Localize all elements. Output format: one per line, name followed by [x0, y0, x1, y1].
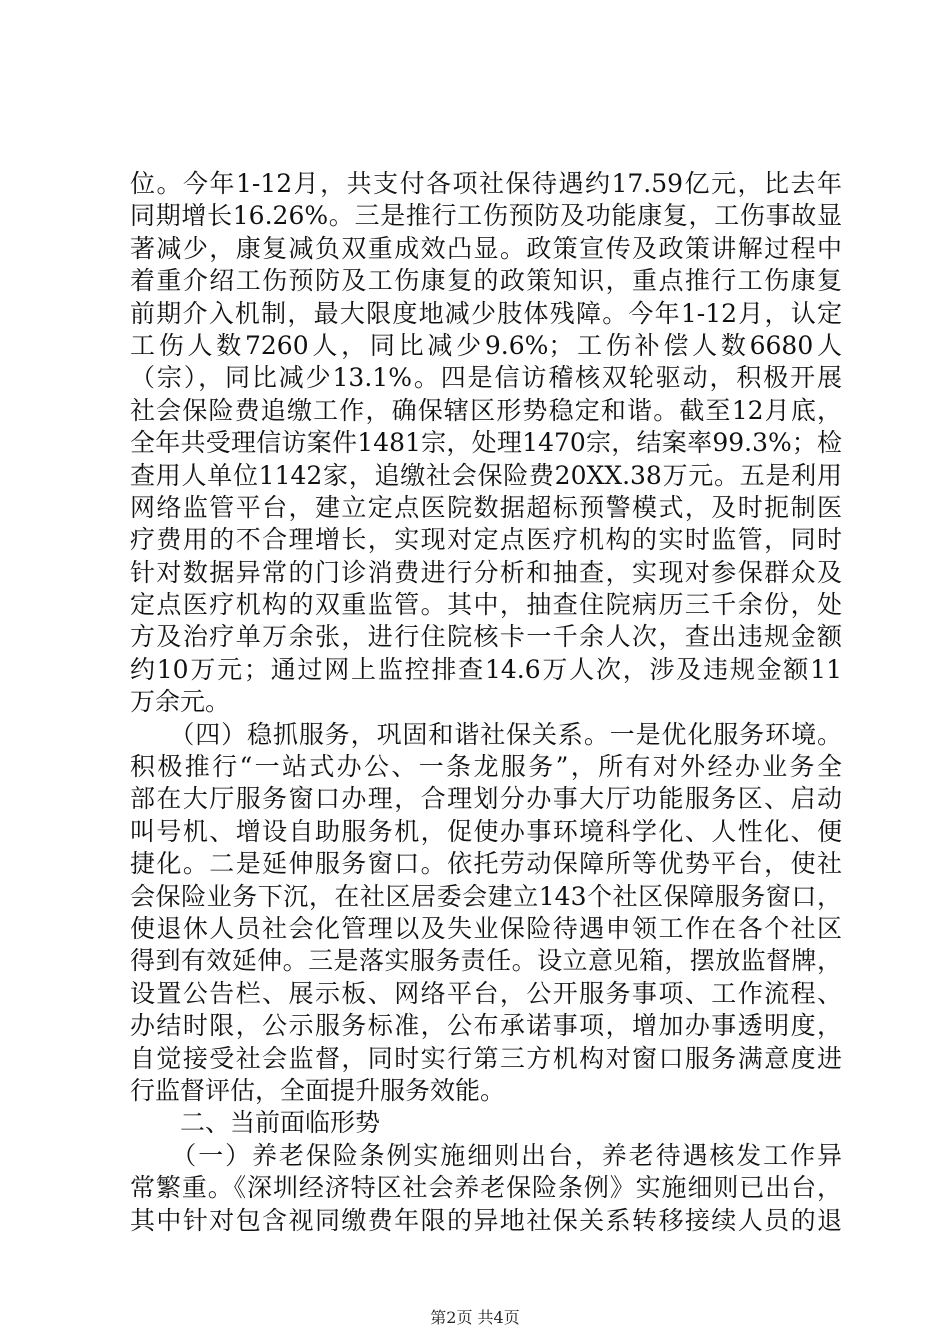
- text-line: 疗费用的不合理增长，实现对定点医疗机构的实时监管，同时: [130, 525, 842, 555]
- text-line: 办结时限，公示服务标准，公布承诺事项，增加办事透明度，: [130, 1011, 842, 1041]
- text-line: （四）稳抓服务，巩固和谐社保关系。一是优化服务环境。: [130, 719, 842, 749]
- text-line: 著减少，康复减负双重成效凸显。政策宣传及政策讲解过程中: [130, 233, 842, 263]
- text-line: 积极推行“一站式办公、一条龙服务”，所有对外经办业务全: [130, 752, 842, 782]
- page-footer: 第2页 共4页: [430, 1308, 520, 1327]
- text-line: 万余元。: [130, 687, 231, 717]
- text-line: 自觉接受社会监督，同时实行第三方机构对窗口服务满意度进: [130, 1043, 842, 1073]
- text-line: 使退休人员社会化管理以及失业保险待遇申领工作在各个社区: [130, 913, 842, 943]
- text-line: 设置公告栏、展示板、网络平台，公开服务事项、工作流程、: [130, 978, 842, 1008]
- text-line: 位。今年1-12月，共支付各项社保待遇约17.59亿元，比去年: [130, 169, 842, 198]
- text-line: （宗），同比减少13.1%。四是信访稽核双轮驱动，积极开展: [130, 363, 842, 393]
- text-line: 叫号机、增设自助服务机，促使办事环境科学化、人性化、便: [130, 816, 842, 846]
- text-line: 网络监管平台，建立定点医院数据超标预警模式，及时扼制医: [130, 492, 842, 522]
- text-line: 前期介入机制，最大限度地减少肢体残障。今年1-12月，认定: [130, 298, 842, 328]
- text-line: 行监督评估，全面提升服务效能。: [130, 1075, 506, 1105]
- text-line: 社会保险费追缴工作，确保辖区形势稳定和谐。截至12月底，: [130, 395, 842, 425]
- text-line: 部在大厅服务窗口办理，合理划分办事大厅功能服务区、启动: [130, 784, 842, 814]
- text-line: 定点医疗机构的双重监管。其中，抽查住院病历三千余份，处: [130, 590, 842, 620]
- body-text: [130, 168, 842, 1237]
- text-line: 工伤人数7260人，同比减少9.6%；工伤补偿人数6680人: [130, 330, 842, 360]
- text-line: 二、当前面临形势: [130, 1108, 381, 1138]
- text-line: 约10万元；通过网上监控排查14.6万人次，涉及违规金额11: [130, 654, 842, 684]
- text-line: 着重介绍工伤预防及工伤康复的政策知识，重点推行工伤康复: [130, 266, 842, 296]
- text-line: 常繁重。《深圳经济特区社会养老保险条例》实施细则已出台，: [130, 1173, 842, 1203]
- text-line: 会保险业务下沉，在社区居委会建立143个社区保障服务窗口，: [130, 881, 842, 911]
- text-line: 方及治疗单万余张，进行住院核卡一千余人次，查出违规金额: [130, 622, 842, 652]
- text-line: 全年共受理信访案件1481宗，处理1470宗，结案率99.3%；检: [130, 428, 842, 458]
- text-line: 查用人单位1142家，追缴社会保险费20XX.38万元。五是利用: [130, 460, 842, 490]
- text-line: 其中针对包含视同缴费年限的异地社保关系转移接续人员的退: [130, 1205, 842, 1235]
- text-line: 同期增长16.26%。三是推行工伤预防及功能康复，工伤事故显: [130, 201, 842, 231]
- text-line: 针对数据异常的门诊消费进行分析和抽查，实现对参保群众及: [130, 557, 842, 587]
- text-line: 捷化。二是延伸服务窗口。依托劳动保障所等优势平台，使社: [130, 849, 842, 879]
- text-line: （一）养老保险条例实施细则出台，养老待遇核发工作异: [130, 1140, 842, 1170]
- text-line: 得到有效延伸。三是落实服务责任。设立意见箱，摆放监督牌，: [130, 946, 842, 976]
